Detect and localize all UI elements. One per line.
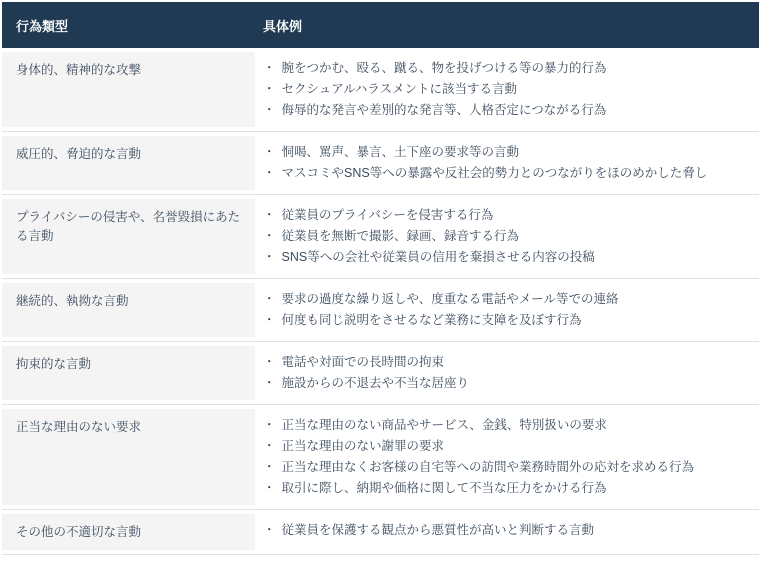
bullet-icon: ・ bbox=[263, 103, 276, 117]
examples-cell bbox=[255, 510, 759, 554]
behavior-type-cell bbox=[2, 279, 255, 341]
examples-cell bbox=[255, 279, 759, 341]
behavior-type-cell bbox=[2, 132, 255, 194]
example-text: 腕をつかむ、殴る、蹴る、物を投げつける等の暴力的行為 bbox=[281, 61, 607, 75]
bullet-icon: ・ bbox=[263, 61, 276, 75]
examples-list bbox=[263, 520, 749, 541]
examples-cell bbox=[255, 48, 759, 131]
bullet-icon: ・ bbox=[263, 418, 276, 432]
examples-cell bbox=[255, 342, 759, 404]
table-header-row bbox=[2, 2, 759, 48]
examples-list bbox=[263, 58, 749, 121]
behavior-types-table bbox=[2, 2, 759, 555]
table-row bbox=[2, 132, 759, 195]
example-text: 要求の過度な繰り返しや、度重なる電話やメール等での連絡 bbox=[281, 292, 619, 306]
example-item bbox=[263, 100, 749, 121]
header-examples: 具体例 bbox=[263, 18, 303, 34]
example-item bbox=[263, 163, 749, 184]
bullet-icon: ・ bbox=[263, 439, 276, 453]
example-text: 恫喝、罵声、暴言、土下座の要求等の言動 bbox=[281, 145, 520, 159]
example-item bbox=[263, 58, 749, 79]
examples-list bbox=[263, 205, 749, 268]
table-row bbox=[2, 405, 759, 510]
example-item bbox=[263, 415, 749, 436]
example-item bbox=[263, 247, 749, 268]
bullet-icon: ・ bbox=[263, 229, 276, 243]
bullet-icon: ・ bbox=[263, 145, 276, 159]
example-text: セクシュアルハラスメントに該当する言動 bbox=[281, 82, 518, 96]
example-item bbox=[263, 142, 749, 163]
examples-cell bbox=[255, 195, 759, 278]
example-text: 電話や対面での長時間の拘束 bbox=[281, 355, 445, 369]
example-item bbox=[263, 478, 749, 499]
example-item bbox=[263, 352, 749, 373]
behavior-type-cell bbox=[2, 510, 255, 554]
behavior-type-label: 正当な理由のない要求 bbox=[2, 409, 255, 505]
bullet-icon: ・ bbox=[263, 376, 276, 390]
examples-list bbox=[263, 352, 749, 394]
examples-cell bbox=[255, 132, 759, 194]
bullet-icon: ・ bbox=[263, 460, 276, 474]
example-text: 正当な理由のない謝罪の要求 bbox=[281, 439, 445, 453]
example-text: 取引に際し、納期や価格に関して不当な圧力をかける行為 bbox=[281, 481, 607, 495]
example-item bbox=[263, 310, 749, 331]
example-item bbox=[263, 205, 749, 226]
example-text: 正当な理由なくお客様の自宅等への訪問や業務時間外の応対を求める行為 bbox=[281, 460, 695, 474]
behavior-type-label: 身体的、精神的な攻撃 bbox=[2, 52, 255, 127]
example-text: 従業員のプライバシーを侵害する行為 bbox=[281, 208, 494, 222]
bullet-icon: ・ bbox=[263, 355, 276, 369]
examples-cell bbox=[255, 405, 759, 509]
table-row bbox=[2, 342, 759, 405]
behavior-type-label: その他の不適切な言動 bbox=[2, 514, 255, 550]
behavior-type-cell bbox=[2, 48, 255, 131]
table-row bbox=[2, 48, 759, 132]
bullet-icon: ・ bbox=[263, 292, 276, 306]
behavior-type-cell bbox=[2, 342, 255, 404]
example-item bbox=[263, 289, 749, 310]
example-item bbox=[263, 226, 749, 247]
examples-list bbox=[263, 289, 749, 331]
bullet-icon: ・ bbox=[263, 481, 276, 495]
example-item bbox=[263, 436, 749, 457]
examples-list bbox=[263, 415, 749, 499]
example-text: 正当な理由のない商品やサービス、金銭、特別扱いの要求 bbox=[281, 418, 607, 432]
example-item bbox=[263, 79, 749, 100]
example-text: 従業員を保護する観点から悪質性が高いと判断する言動 bbox=[281, 523, 595, 537]
example-item bbox=[263, 457, 749, 478]
example-text: 施設からの不退去や不当な居座り bbox=[281, 376, 470, 390]
bullet-icon: ・ bbox=[263, 208, 276, 222]
table-row bbox=[2, 195, 759, 279]
behavior-type-label: 威圧的、脅迫的な言動 bbox=[2, 136, 255, 190]
behavior-type-label: 拘束的な言動 bbox=[2, 346, 255, 400]
behavior-type-label: プライバシーの侵害や、名誉毀損にあたる言動 bbox=[2, 199, 255, 274]
example-text: 何度も同じ説明をさせるなど業務に支障を及ぼす行為 bbox=[281, 313, 582, 327]
bullet-icon: ・ bbox=[263, 82, 276, 96]
example-text: 従業員を無断で撮影、録画、録音する行為 bbox=[281, 229, 520, 243]
examples-list bbox=[263, 142, 749, 184]
example-item bbox=[263, 373, 749, 394]
bullet-icon: ・ bbox=[263, 250, 276, 264]
behavior-type-label: 継続的、執拗な言動 bbox=[2, 283, 255, 337]
example-text: 侮辱的な発言や差別的な発言等、人格否定につながる行為 bbox=[281, 103, 607, 117]
example-item bbox=[263, 520, 749, 541]
bullet-icon: ・ bbox=[263, 313, 276, 327]
behavior-type-cell bbox=[2, 195, 255, 278]
example-text: マスコミやSNS等への暴露や反社会的勢力とのつながりをほのめかした脅し bbox=[281, 166, 708, 180]
table-row bbox=[2, 510, 759, 555]
bullet-icon: ・ bbox=[263, 523, 276, 537]
header-behavior-type: 行為類型 bbox=[16, 18, 69, 34]
example-text: SNS等への会社や従業員の信用を棄損させる内容の投稿 bbox=[281, 250, 595, 264]
bullet-icon: ・ bbox=[263, 166, 276, 180]
behavior-type-cell bbox=[2, 405, 255, 509]
table-row bbox=[2, 279, 759, 342]
